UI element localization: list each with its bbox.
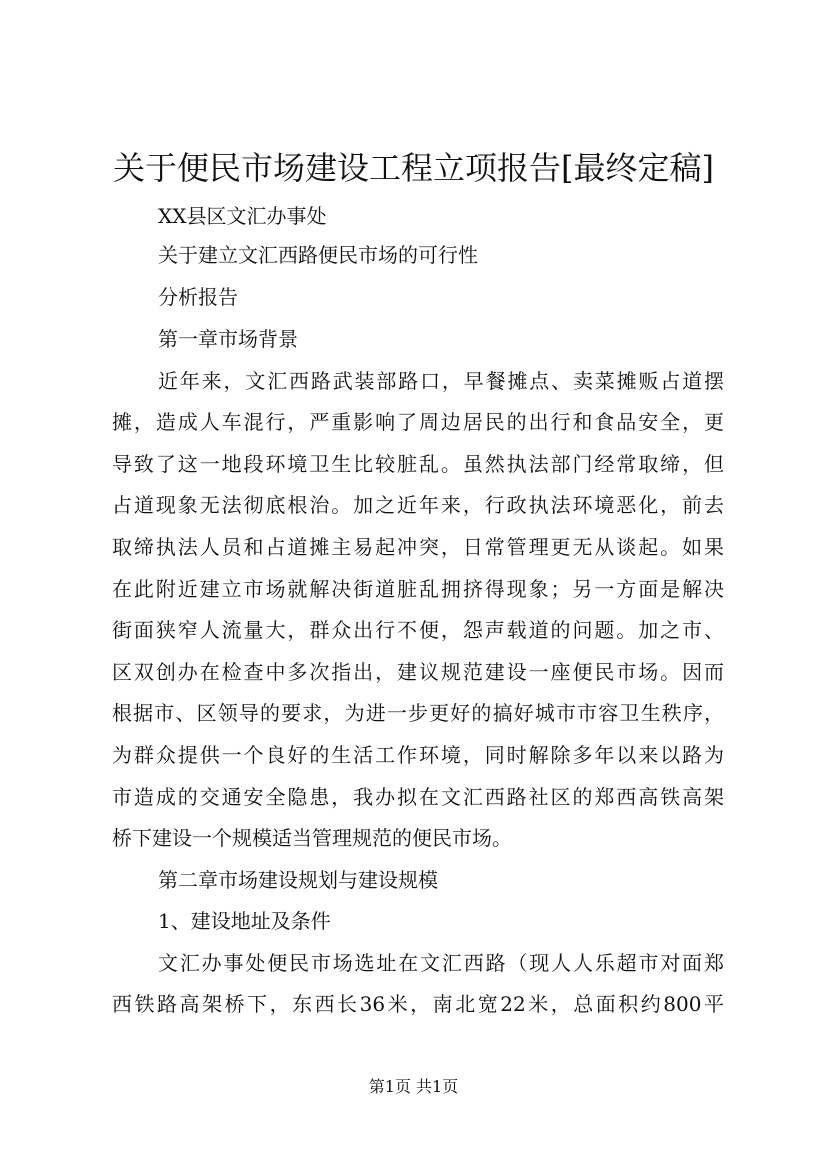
paragraph-line: 在此附近建立市场就解决街道脏乱拥挤得现象；另一方面是解决 (112, 577, 724, 601)
paragraph-line: 占道现象无法彻底根治。加之近年来，行政执法环境恶化，前去 (112, 493, 724, 517)
chapter-1-heading: 第一章市场背景 (158, 327, 298, 351)
paragraph-line: 市造成的交通安全隐患，我办拟在文汇西路社区的郑西高铁高架 (112, 785, 724, 809)
addressee-line: XX县区文汇办事处 (158, 204, 327, 228)
section-1-heading: 1、建设地址及条件 (158, 909, 331, 933)
paragraph-line: 摊，造成人车混行，严重影响了周边居民的出行和食品安全，更 (112, 410, 724, 434)
paragraph-line: 街面狭窄人流量大，群众出行不便，怨声载道的问题。加之市、 (112, 618, 724, 642)
page-footer: 第1页 共1页 (368, 1077, 459, 1096)
subtitle-line-1: 关于建立文汇西路便民市场的可行性 (158, 243, 478, 267)
subtitle-line-2: 分析报告 (158, 285, 238, 309)
paragraph-line: 区双创办在检查中多次指出，建议规范建设一座便民市场。因而 (112, 660, 724, 684)
paragraph-line: 近年来，文汇西路武装部路口，早餐摊点、卖菜摊贩占道摆 (158, 369, 724, 393)
paragraph-line: 桥下建设一个规模适当管理规范的便民市场。 (112, 826, 512, 850)
paragraph-line: 为群众提供一个良好的生活工作环境，同时解除多年以来以路为 (112, 743, 724, 767)
chapter-2-heading: 第二章市场建设规划与建设规模 (158, 868, 438, 892)
paragraph-line: 西铁路高架桥下，东西长36米，南北宽22米，总面积约800平 (112, 992, 724, 1016)
paragraph-line: 文汇办事处便民市场选址在文汇西路（现人人乐超市对面郑 (158, 951, 724, 975)
paragraph-line: 取缔执法人员和占道摊主易起冲突，日常管理更无从谈起。如果 (112, 535, 724, 559)
paragraph-line: 根据市、区领导的要求，为进一步更好的搞好城市市容卫生秩序， (112, 701, 724, 725)
paragraph-line: 导致了这一地段环境卫生比较脏乱。虽然执法部门经常取缔，但 (112, 452, 724, 476)
document-title: 关于便民市场建设工程立项报告[最终定稿] (113, 149, 714, 187)
